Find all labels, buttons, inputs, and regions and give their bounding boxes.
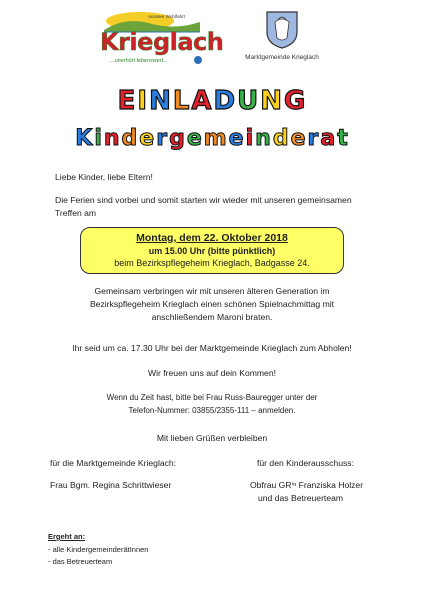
signature-right-name-1: Obfrau GRⁱⁿ Franziska Holzer	[250, 480, 364, 490]
event-date: Montag, dem 22. Oktober 2018	[136, 232, 288, 244]
subtitle-letter: t	[337, 126, 349, 151]
contact-line-2: Telefon-Nummer: 03855/2355-111 – anmelden.	[128, 406, 296, 415]
krieglach-logo	[96, 8, 224, 72]
municipality-caption: Marktgemeinde Krieglach	[245, 54, 319, 61]
event-place: beim Bezirkspflegeheim Krieglach, Badgasse 24.	[114, 258, 310, 268]
subtitle-letter: i	[245, 126, 255, 151]
intro-line-1: Die Ferien sind vorbei und somit starten wir wieder mit unseren gemeinsamen	[55, 195, 352, 205]
subtitle-letter: r	[307, 126, 320, 151]
event-time: um 15.00 Uhr (bitte pünktlich)	[148, 246, 276, 256]
distribution-item: - das Betreuerteam	[48, 557, 113, 566]
subtitle-letter: m	[203, 126, 228, 151]
contact-line-1: Wenn du Zeit hast, bitte bei Frau Russ-Bauregger unter der	[106, 393, 318, 402]
title-letter: A	[191, 86, 213, 116]
title-letter: E	[117, 86, 137, 116]
page-title	[0, 86, 424, 116]
title-letter: N	[260, 86, 284, 116]
title-letter: I	[137, 86, 149, 116]
subtitle-letter: d	[272, 126, 290, 151]
logo-brand: Krieglach	[100, 28, 224, 56]
subtitle-letter: i	[94, 126, 103, 151]
signature-right-org: für den Kinderausschuss:	[257, 458, 354, 468]
subtitle-letter: e	[290, 126, 307, 151]
coat-of-arms-icon	[265, 10, 299, 50]
subtitle-letter: K	[75, 126, 94, 151]
closing: Mit lieben Grüßen verbleiben	[156, 433, 268, 443]
title-letter: L	[172, 86, 191, 116]
para1-line-3: anschließendem Maroni braten.	[151, 312, 273, 322]
signature-left-org: für die Marktgemeinde Krieglach:	[50, 458, 177, 468]
page-subtitle	[0, 126, 424, 152]
title-letter: N	[149, 86, 172, 116]
logo-dot-icon	[194, 56, 202, 64]
subtitle-letter: a	[320, 126, 337, 151]
subtitle-letter: r	[156, 126, 169, 151]
logo-slogan: ...unerhört lebenswert...	[110, 58, 168, 64]
municipality-logo	[236, 6, 328, 76]
signature-left-name: Frau Bgm. Regina Schrittwieser	[50, 480, 172, 490]
pickup-info: Ihr seid um ca. 17.30 Uhr bei der Marktgemeinde Krieglach zum Abholen!	[72, 343, 352, 353]
title-letter: U	[237, 86, 260, 116]
distribution-title: Ergeht an:	[48, 532, 86, 541]
title-letter: D	[213, 86, 237, 116]
greeting: Liebe Kinder, liebe Eltern!	[55, 172, 153, 182]
subtitle-letter: n	[103, 126, 121, 151]
subtitle-letter: n	[255, 126, 272, 151]
para1-line-1: Gemeinsam verbringen wir mit unseren älteren Generation im	[94, 286, 330, 296]
subtitle-letter: e	[186, 126, 203, 151]
signature-right-name-2: und das Betreuerteam	[258, 493, 344, 503]
title-letter: G	[284, 86, 307, 116]
distribution-item: - alle KindergemeinderätInnen	[48, 545, 149, 554]
subtitle-letter: g	[169, 126, 186, 151]
subtitle-letter: d	[121, 126, 139, 151]
event-highlight-box	[80, 227, 344, 274]
subtitle-letter: e	[139, 126, 156, 151]
logo-small-text: Ausseer Wohlfahrt	[148, 14, 185, 19]
subtitle-letter: e	[228, 126, 245, 151]
intro-line-2: Treffen am	[55, 208, 97, 218]
looking-forward: Wir freuen uns auf dein Kommen!	[147, 368, 276, 378]
para1-line-2: Bezirkspflegeheim Krieglach einen schönen Spielnachmittag mit	[89, 299, 335, 309]
